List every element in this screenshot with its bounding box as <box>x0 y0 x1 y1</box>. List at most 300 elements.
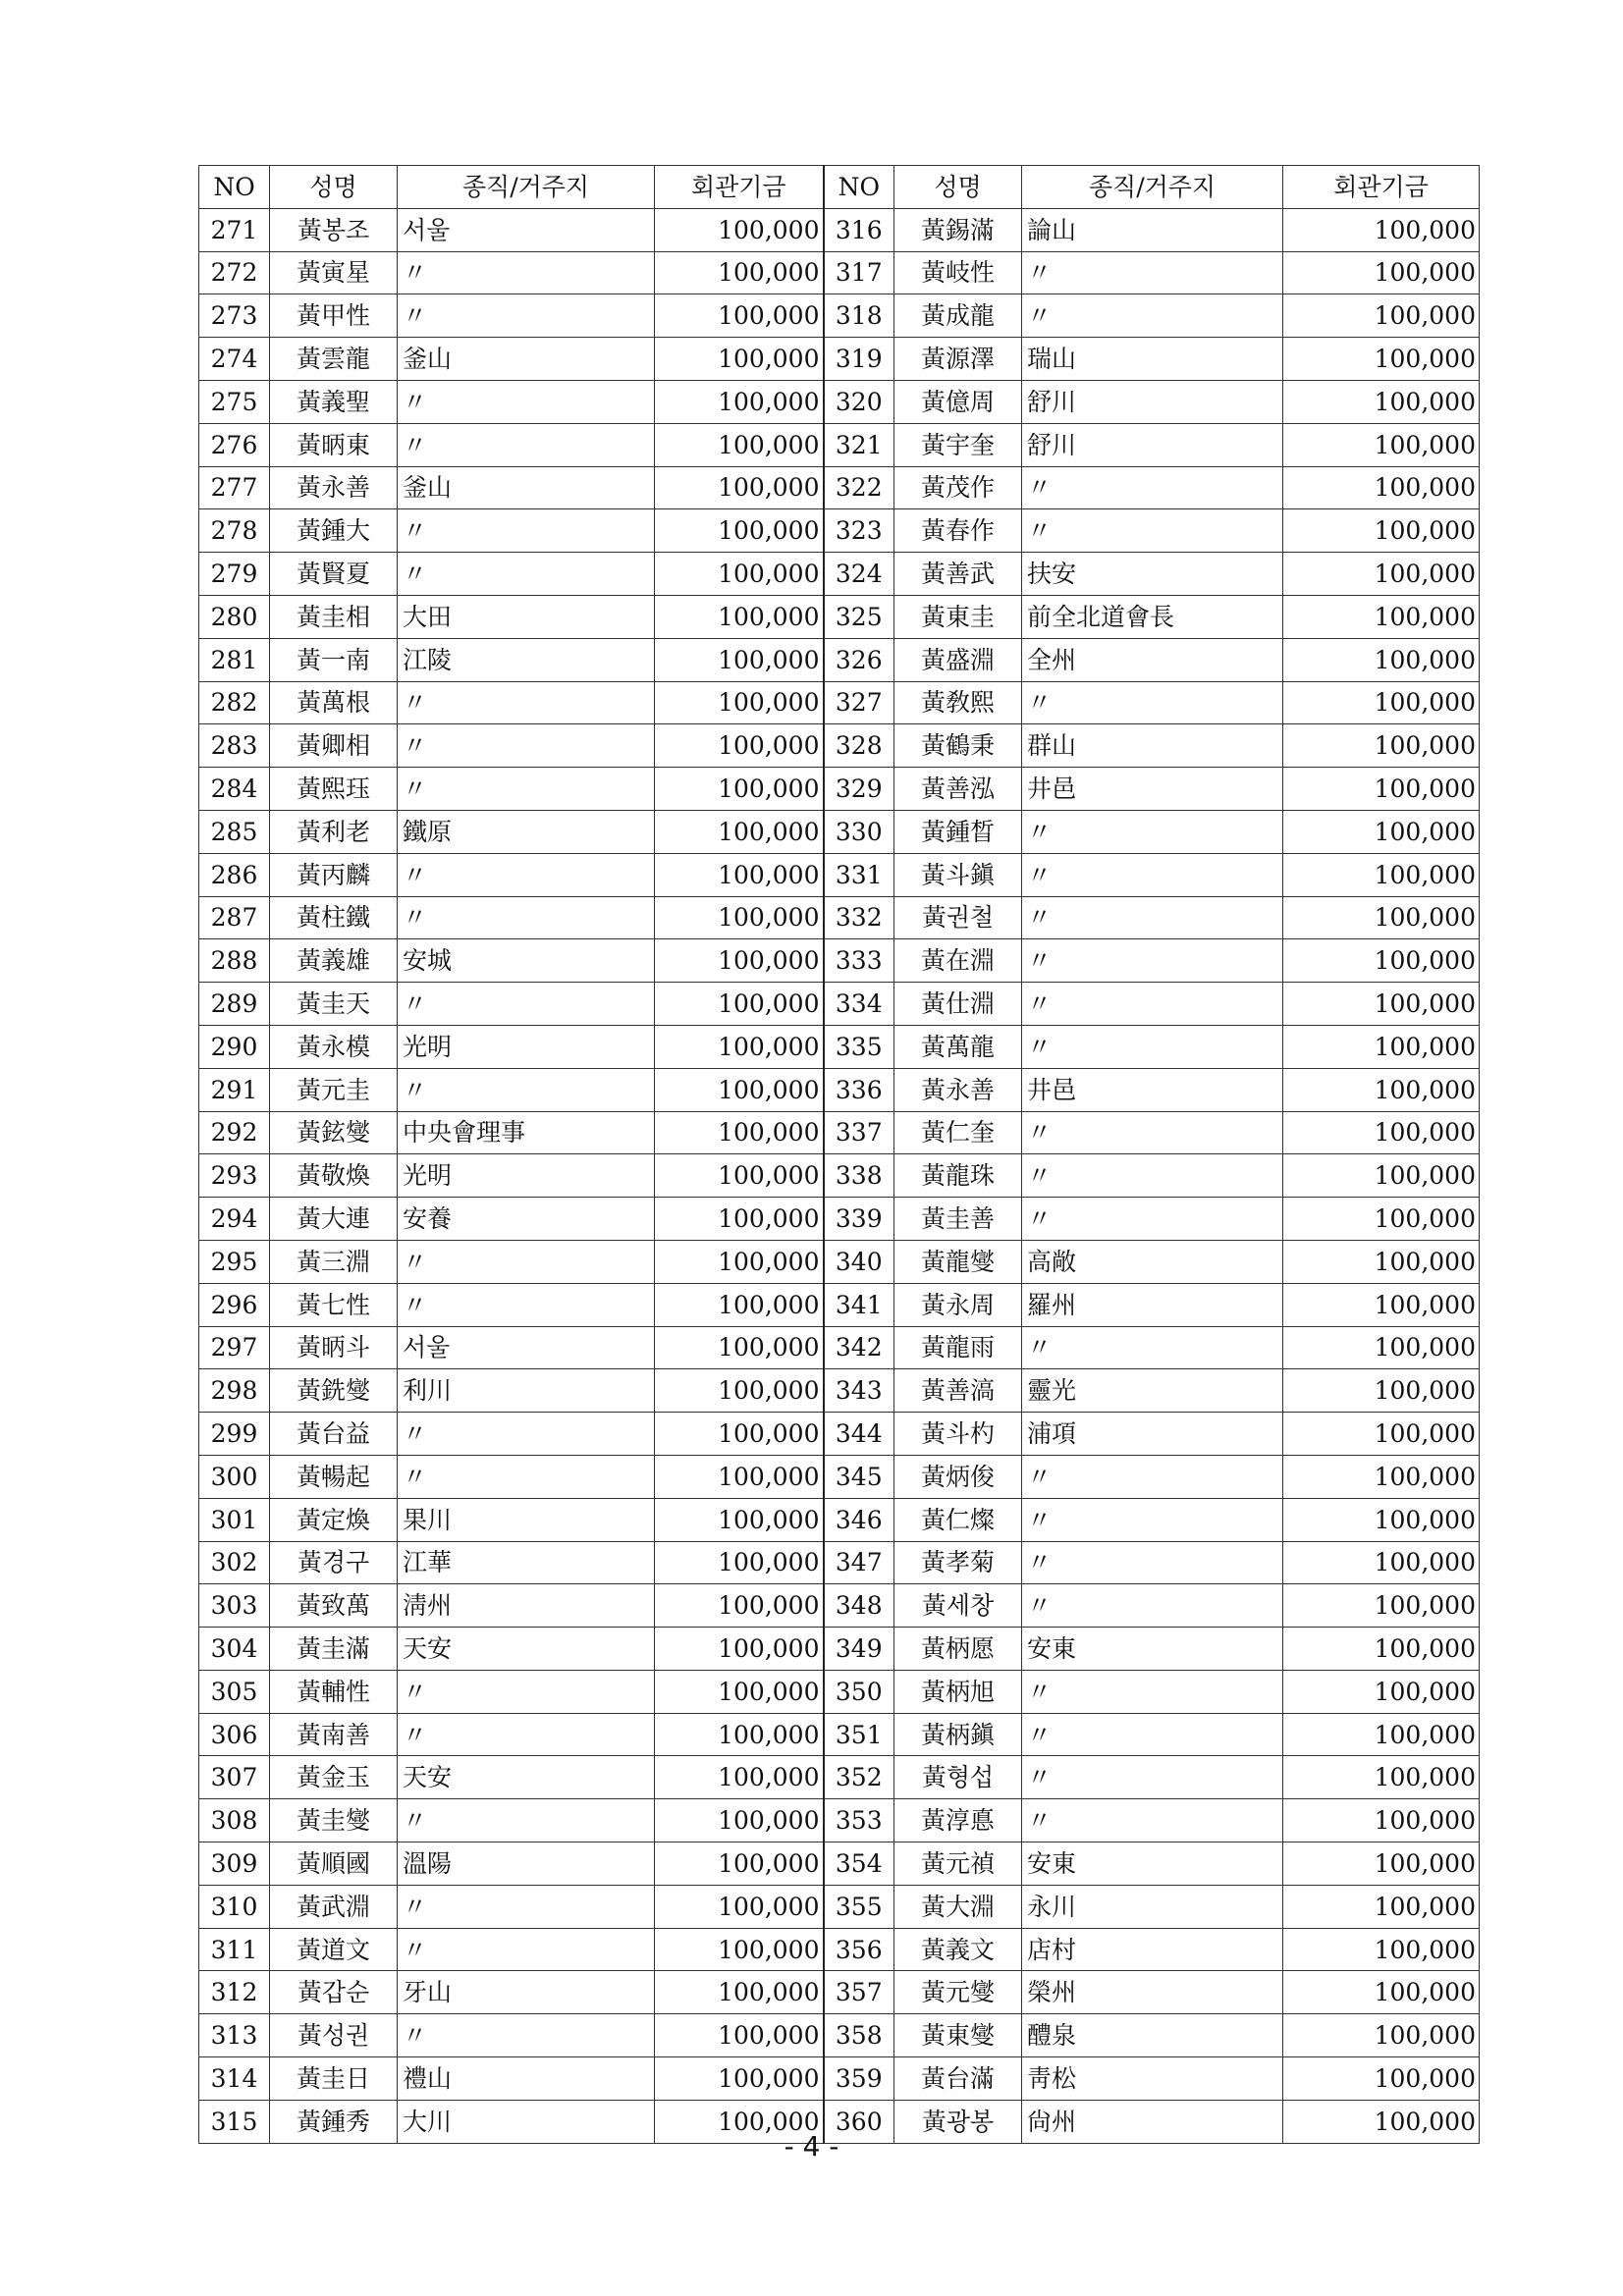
entry-number: 275 <box>199 380 270 423</box>
member-name: 黃永周 <box>894 1283 1022 1326</box>
entry-number: 283 <box>199 724 270 768</box>
member-name: 黃甲性 <box>270 294 398 338</box>
residence: 浦項 <box>1022 1413 1283 1456</box>
member-name: 黃圭滿 <box>270 1628 398 1671</box>
residence: 〃 <box>1022 1670 1283 1713</box>
header-name: 성명 <box>270 166 398 209</box>
entry-number: 325 <box>824 595 894 638</box>
entry-number: 342 <box>824 1326 894 1369</box>
fund-amount: 100,000 <box>655 1369 824 1413</box>
member-name: 黃龍雨 <box>894 1326 1022 1369</box>
table-row <box>199 1111 1480 1154</box>
fund-amount: 100,000 <box>655 1584 824 1628</box>
fund-amount: 100,000 <box>1283 1283 1480 1326</box>
residence: 溫陽 <box>398 1842 655 1886</box>
member-name: 黃茂作 <box>894 466 1022 509</box>
entry-number: 292 <box>199 1111 270 1154</box>
residence: 〃 <box>398 2014 655 2057</box>
entry-number: 348 <box>824 1584 894 1628</box>
fund-amount: 100,000 <box>655 509 824 553</box>
entry-number: 330 <box>824 810 894 853</box>
residence: 서울 <box>398 208 655 251</box>
entry-number: 293 <box>199 1154 270 1198</box>
entry-number: 345 <box>824 1455 894 1498</box>
member-name: 黃盛淵 <box>894 638 1022 681</box>
fund-amount: 100,000 <box>655 1756 824 1799</box>
fund-amount: 100,000 <box>655 724 824 768</box>
residence: 永川 <box>1022 1885 1283 1928</box>
member-name: 黃孝菊 <box>894 1541 1022 1584</box>
member-name: 黃東圭 <box>894 595 1022 638</box>
member-name: 黃一南 <box>270 638 398 681</box>
table-row <box>199 1799 1480 1842</box>
table-row <box>199 1670 1480 1713</box>
entry-number: 324 <box>824 553 894 596</box>
residence: 安城 <box>398 939 655 983</box>
member-name: 黃台滿 <box>894 2057 1022 2101</box>
member-name: 黃圭天 <box>270 983 398 1026</box>
fund-amount: 100,000 <box>655 1885 824 1928</box>
member-name: 黃利老 <box>270 810 398 853</box>
header-fund: 회관기금 <box>1283 166 1480 209</box>
table-row <box>199 553 1480 596</box>
header-no: NO <box>199 166 270 209</box>
fund-amount: 100,000 <box>1283 1799 1480 1842</box>
entry-number: 284 <box>199 768 270 811</box>
table-row <box>199 423 1480 466</box>
fund-amount: 100,000 <box>1283 724 1480 768</box>
entry-number: 277 <box>199 466 270 509</box>
member-name: 黃成龍 <box>894 294 1022 338</box>
residence: 靑松 <box>1022 2057 1283 2101</box>
fund-amount: 100,000 <box>655 1455 824 1498</box>
residence: 尙州 <box>1022 2100 1283 2143</box>
member-name: 黃宇奎 <box>894 423 1022 466</box>
fund-amount: 100,000 <box>655 1154 824 1198</box>
page-number: - 4 - <box>784 2130 839 2163</box>
table-row <box>199 208 1480 251</box>
table-row <box>199 380 1480 423</box>
entry-number: 335 <box>824 1025 894 1068</box>
residence: 羅州 <box>1022 1283 1283 1326</box>
table-row <box>199 1713 1480 1756</box>
entry-number: 319 <box>824 338 894 381</box>
member-name: 黃仁奎 <box>894 1111 1022 1154</box>
residence: 鐵原 <box>398 810 655 853</box>
member-name: 黃元燮 <box>894 1971 1022 2014</box>
entry-number: 352 <box>824 1756 894 1799</box>
member-name: 黃義聖 <box>270 380 398 423</box>
member-name: 黃鶴秉 <box>894 724 1022 768</box>
entry-number: 329 <box>824 768 894 811</box>
table-row <box>199 724 1480 768</box>
entry-number: 308 <box>199 1799 270 1842</box>
member-name: 黃昞斗 <box>270 1326 398 1369</box>
fund-amount: 100,000 <box>655 380 824 423</box>
entry-number: 314 <box>199 2057 270 2101</box>
residence: 利川 <box>398 1369 655 1413</box>
member-name: 黃輔性 <box>270 1670 398 1713</box>
fund-amount: 100,000 <box>655 1498 824 1541</box>
fund-amount: 100,000 <box>655 2014 824 2057</box>
member-name: 黃元禎 <box>894 1842 1022 1886</box>
entry-number: 323 <box>824 509 894 553</box>
entry-number: 301 <box>199 1498 270 1541</box>
member-name: 黃金玉 <box>270 1756 398 1799</box>
member-name: 黃萬根 <box>270 681 398 724</box>
fund-amount: 100,000 <box>1283 896 1480 939</box>
residence: 〃 <box>1022 983 1283 1026</box>
entry-number: 304 <box>199 1628 270 1671</box>
entry-number: 320 <box>824 380 894 423</box>
table-row <box>199 338 1480 381</box>
fund-amount: 100,000 <box>655 1068 824 1111</box>
fund-amount: 100,000 <box>655 1670 824 1713</box>
residence: 〃 <box>1022 509 1283 553</box>
member-name: 黃永善 <box>894 1068 1022 1111</box>
residence: 井邑 <box>1022 768 1283 811</box>
residence: 〃 <box>398 1283 655 1326</box>
fund-amount: 100,000 <box>655 1971 824 2014</box>
entry-number: 274 <box>199 338 270 381</box>
residence: 〃 <box>1022 1498 1283 1541</box>
member-name: 黃仁燦 <box>894 1498 1022 1541</box>
entry-number: 326 <box>824 638 894 681</box>
member-name: 黃昞東 <box>270 423 398 466</box>
header-residence: 종직/거주지 <box>398 166 655 209</box>
table-row <box>199 1541 1480 1584</box>
entry-number: 278 <box>199 509 270 553</box>
entry-number: 316 <box>824 208 894 251</box>
fund-amount: 100,000 <box>655 896 824 939</box>
table-row <box>199 638 1480 681</box>
entry-number: 302 <box>199 1541 270 1584</box>
entry-number: 337 <box>824 1111 894 1154</box>
fund-amount: 100,000 <box>655 1628 824 1671</box>
residence: 醴泉 <box>1022 2014 1283 2057</box>
member-name: 黃寅星 <box>270 251 398 294</box>
fund-amount: 100,000 <box>1283 2057 1480 2101</box>
residence: 〃 <box>398 896 655 939</box>
residence: 서울 <box>398 1326 655 1369</box>
member-name: 黃경구 <box>270 1541 398 1584</box>
header-name: 성명 <box>894 166 1022 209</box>
entry-number: 321 <box>824 423 894 466</box>
entry-number: 343 <box>824 1369 894 1413</box>
residence: 光明 <box>398 1025 655 1068</box>
fund-amount: 100,000 <box>1283 1885 1480 1928</box>
residence: 淸州 <box>398 1584 655 1628</box>
residence: 中央會理事 <box>398 1111 655 1154</box>
fund-amount: 100,000 <box>1283 1068 1480 1111</box>
member-name: 黃柄鎭 <box>894 1713 1022 1756</box>
fund-amount: 100,000 <box>655 1928 824 1971</box>
fund-amount: 100,000 <box>655 1240 824 1283</box>
fund-amount: 100,000 <box>1283 1498 1480 1541</box>
fund-amount: 100,000 <box>1283 1111 1480 1154</box>
table-row <box>199 1628 1480 1671</box>
residence: 安養 <box>398 1198 655 1241</box>
fund-amount: 100,000 <box>655 338 824 381</box>
entry-number: 349 <box>824 1628 894 1671</box>
residence: 〃 <box>398 1413 655 1456</box>
table-row <box>199 2014 1480 2057</box>
fund-amount: 100,000 <box>1283 1971 1480 2014</box>
residence: 〃 <box>398 1885 655 1928</box>
residence: 〃 <box>398 1240 655 1283</box>
fund-amount: 100,000 <box>1283 681 1480 724</box>
member-name: 黃권철 <box>894 896 1022 939</box>
fund-amount: 100,000 <box>1283 1713 1480 1756</box>
entry-number: 339 <box>824 1198 894 1241</box>
residence: 江陵 <box>398 638 655 681</box>
table-row <box>199 1413 1480 1456</box>
fund-amount: 100,000 <box>1283 1928 1480 1971</box>
member-name: 黃永善 <box>270 466 398 509</box>
fund-amount: 100,000 <box>655 1025 824 1068</box>
fund-amount: 100,000 <box>655 1713 824 1756</box>
entry-number: 271 <box>199 208 270 251</box>
fund-amount: 100,000 <box>655 681 824 724</box>
residence: 〃 <box>1022 896 1283 939</box>
member-name: 黃三淵 <box>270 1240 398 1283</box>
table-row <box>199 1198 1480 1241</box>
table-row <box>199 1025 1480 1068</box>
fund-amount: 100,000 <box>1283 1756 1480 1799</box>
entry-number: 281 <box>199 638 270 681</box>
fund-amount: 100,000 <box>1283 595 1480 638</box>
member-name: 黃定煥 <box>270 1498 398 1541</box>
entry-number: 346 <box>824 1498 894 1541</box>
residence: 牙山 <box>398 1971 655 2014</box>
member-name: 黃淳悳 <box>894 1799 1022 1842</box>
residence: 〃 <box>398 380 655 423</box>
table-row <box>199 509 1480 553</box>
member-name: 黃柄愿 <box>894 1628 1022 1671</box>
entry-number: 351 <box>824 1713 894 1756</box>
table-row <box>199 896 1480 939</box>
member-name: 黃春作 <box>894 509 1022 553</box>
entry-number: 332 <box>824 896 894 939</box>
member-name: 黃卿相 <box>270 724 398 768</box>
entry-number: 295 <box>199 1240 270 1283</box>
residence: 安東 <box>1022 1842 1283 1886</box>
entry-number: 276 <box>199 423 270 466</box>
fund-amount: 100,000 <box>1283 1584 1480 1628</box>
table-row <box>199 1928 1480 1971</box>
residence: 瑞山 <box>1022 338 1283 381</box>
member-name: 黃七性 <box>270 1283 398 1326</box>
fund-amount: 100,000 <box>655 208 824 251</box>
fund-amount: 100,000 <box>1283 1326 1480 1369</box>
fund-amount: 100,000 <box>655 810 824 853</box>
fund-amount: 100,000 <box>655 2057 824 2101</box>
residence: 〃 <box>1022 1111 1283 1154</box>
fund-amount: 100,000 <box>655 251 824 294</box>
fund-amount: 100,000 <box>655 1413 824 1456</box>
table-row <box>199 853 1480 896</box>
fund-amount: 100,000 <box>655 939 824 983</box>
member-name: 黃敬煥 <box>270 1154 398 1198</box>
residence: 〃 <box>1022 251 1283 294</box>
table-row <box>199 1584 1480 1628</box>
member-name: 黃源澤 <box>894 338 1022 381</box>
table-row <box>199 1756 1480 1799</box>
table-row <box>199 1326 1480 1369</box>
entry-number: 340 <box>824 1240 894 1283</box>
member-name: 黃봉조 <box>270 208 398 251</box>
fund-amount: 100,000 <box>655 768 824 811</box>
fund-amount: 100,000 <box>1283 939 1480 983</box>
residence: 大田 <box>398 595 655 638</box>
member-name: 黃敎熙 <box>894 681 1022 724</box>
residence: 〃 <box>398 681 655 724</box>
member-name: 黃在淵 <box>894 939 1022 983</box>
residence: 安東 <box>1022 1628 1283 1671</box>
residence: 〃 <box>398 1068 655 1111</box>
residence: 大川 <box>398 2100 655 2143</box>
residence: 〃 <box>398 1799 655 1842</box>
residence: 榮州 <box>1022 1971 1283 2014</box>
entry-number: 318 <box>824 294 894 338</box>
fund-amount: 100,000 <box>655 553 824 596</box>
member-name: 黃暢起 <box>270 1455 398 1498</box>
residence: 光明 <box>398 1154 655 1198</box>
residence: 論山 <box>1022 208 1283 251</box>
member-name: 黃大淵 <box>894 1885 1022 1928</box>
entry-number: 305 <box>199 1670 270 1713</box>
member-name: 黃圭日 <box>270 2057 398 2101</box>
table-body <box>199 208 1480 2143</box>
fund-amount: 100,000 <box>655 466 824 509</box>
entry-number: 290 <box>199 1025 270 1068</box>
fund-amount: 100,000 <box>1283 2100 1480 2143</box>
table-row <box>199 681 1480 724</box>
entry-number: 358 <box>824 2014 894 2057</box>
table-row <box>199 1154 1480 1198</box>
entry-number: 317 <box>824 251 894 294</box>
entry-number: 347 <box>824 1541 894 1584</box>
residence: 舒川 <box>1022 423 1283 466</box>
member-name: 黃錫滿 <box>894 208 1022 251</box>
entry-number: 338 <box>824 1154 894 1198</box>
residence: 〃 <box>1022 681 1283 724</box>
member-name: 黃鍾秀 <box>270 2100 398 2143</box>
fund-amount: 100,000 <box>655 1283 824 1326</box>
member-name: 黃大連 <box>270 1198 398 1241</box>
entry-number: 353 <box>824 1799 894 1842</box>
member-name: 黃斗杓 <box>894 1413 1022 1456</box>
member-name: 黃義雄 <box>270 939 398 983</box>
residence: 〃 <box>398 853 655 896</box>
entry-number: 300 <box>199 1455 270 1498</box>
fund-amount: 100,000 <box>1283 294 1480 338</box>
residence: 〃 <box>398 768 655 811</box>
entry-number: 334 <box>824 983 894 1026</box>
residence: 〃 <box>1022 939 1283 983</box>
fund-amount: 100,000 <box>1283 1628 1480 1671</box>
residence: 釜山 <box>398 338 655 381</box>
table-row <box>199 595 1480 638</box>
member-name: 黃元圭 <box>270 1068 398 1111</box>
table-header-row <box>199 166 1480 209</box>
table-row <box>199 939 1480 983</box>
fund-amount: 100,000 <box>1283 1413 1480 1456</box>
residence: 舒川 <box>1022 380 1283 423</box>
fund-amount: 100,000 <box>1283 380 1480 423</box>
member-name: 黃岐性 <box>894 251 1022 294</box>
fund-amount: 100,000 <box>655 1198 824 1241</box>
member-name: 黃善武 <box>894 553 1022 596</box>
entry-number: 344 <box>824 1413 894 1456</box>
table-row <box>199 1971 1480 2014</box>
entry-number: 331 <box>824 853 894 896</box>
fund-amount: 100,000 <box>1283 553 1480 596</box>
entry-number: 297 <box>199 1326 270 1369</box>
residence: 〃 <box>398 423 655 466</box>
residence: 江華 <box>398 1541 655 1584</box>
residence: 〃 <box>398 294 655 338</box>
member-name: 黃鍾晳 <box>894 810 1022 853</box>
residence: 天安 <box>398 1628 655 1671</box>
entry-number: 285 <box>199 810 270 853</box>
residence: 井邑 <box>1022 1068 1283 1111</box>
fund-amount: 100,000 <box>1283 1842 1480 1886</box>
fund-amount: 100,000 <box>1283 1025 1480 1068</box>
residence: 〃 <box>1022 810 1283 853</box>
residence: 〃 <box>398 1928 655 1971</box>
member-name: 黃갑순 <box>270 1971 398 2014</box>
fund-amount: 100,000 <box>1283 1670 1480 1713</box>
header-no: NO <box>824 166 894 209</box>
fund-amount: 100,000 <box>1283 1198 1480 1241</box>
fund-amount: 100,000 <box>1283 638 1480 681</box>
member-name: 黃順國 <box>270 1842 398 1886</box>
fund-amount: 100,000 <box>1283 853 1480 896</box>
member-name: 黃永模 <box>270 1025 398 1068</box>
residence: 〃 <box>1022 1541 1283 1584</box>
fund-amount: 100,000 <box>655 983 824 1026</box>
table-row <box>199 768 1480 811</box>
entry-number: 299 <box>199 1413 270 1456</box>
member-name: 黃柄旭 <box>894 1670 1022 1713</box>
table-row <box>199 1885 1480 1928</box>
member-name: 黃仕淵 <box>894 983 1022 1026</box>
entry-number: 315 <box>199 2100 270 2143</box>
table-row <box>199 1068 1480 1111</box>
member-name: 黃善泓 <box>894 768 1022 811</box>
table-row <box>199 1369 1480 1413</box>
fund-amount: 100,000 <box>1283 509 1480 553</box>
entry-number: 303 <box>199 1584 270 1628</box>
member-name: 黃圭善 <box>894 1198 1022 1241</box>
table-row <box>199 1240 1480 1283</box>
residence: 釜山 <box>398 466 655 509</box>
entry-number: 322 <box>824 466 894 509</box>
entry-number: 296 <box>199 1283 270 1326</box>
entry-number: 312 <box>199 1971 270 2014</box>
entry-number: 287 <box>199 896 270 939</box>
fund-amount: 100,000 <box>1283 1541 1480 1584</box>
entry-number: 360 <box>824 2100 894 2143</box>
residence: 果川 <box>398 1498 655 1541</box>
table-row <box>199 810 1480 853</box>
residence: 靈光 <box>1022 1369 1283 1413</box>
residence: 〃 <box>398 251 655 294</box>
entry-number: 272 <box>199 251 270 294</box>
entry-number: 294 <box>199 1198 270 1241</box>
member-name: 黃형섭 <box>894 1756 1022 1799</box>
